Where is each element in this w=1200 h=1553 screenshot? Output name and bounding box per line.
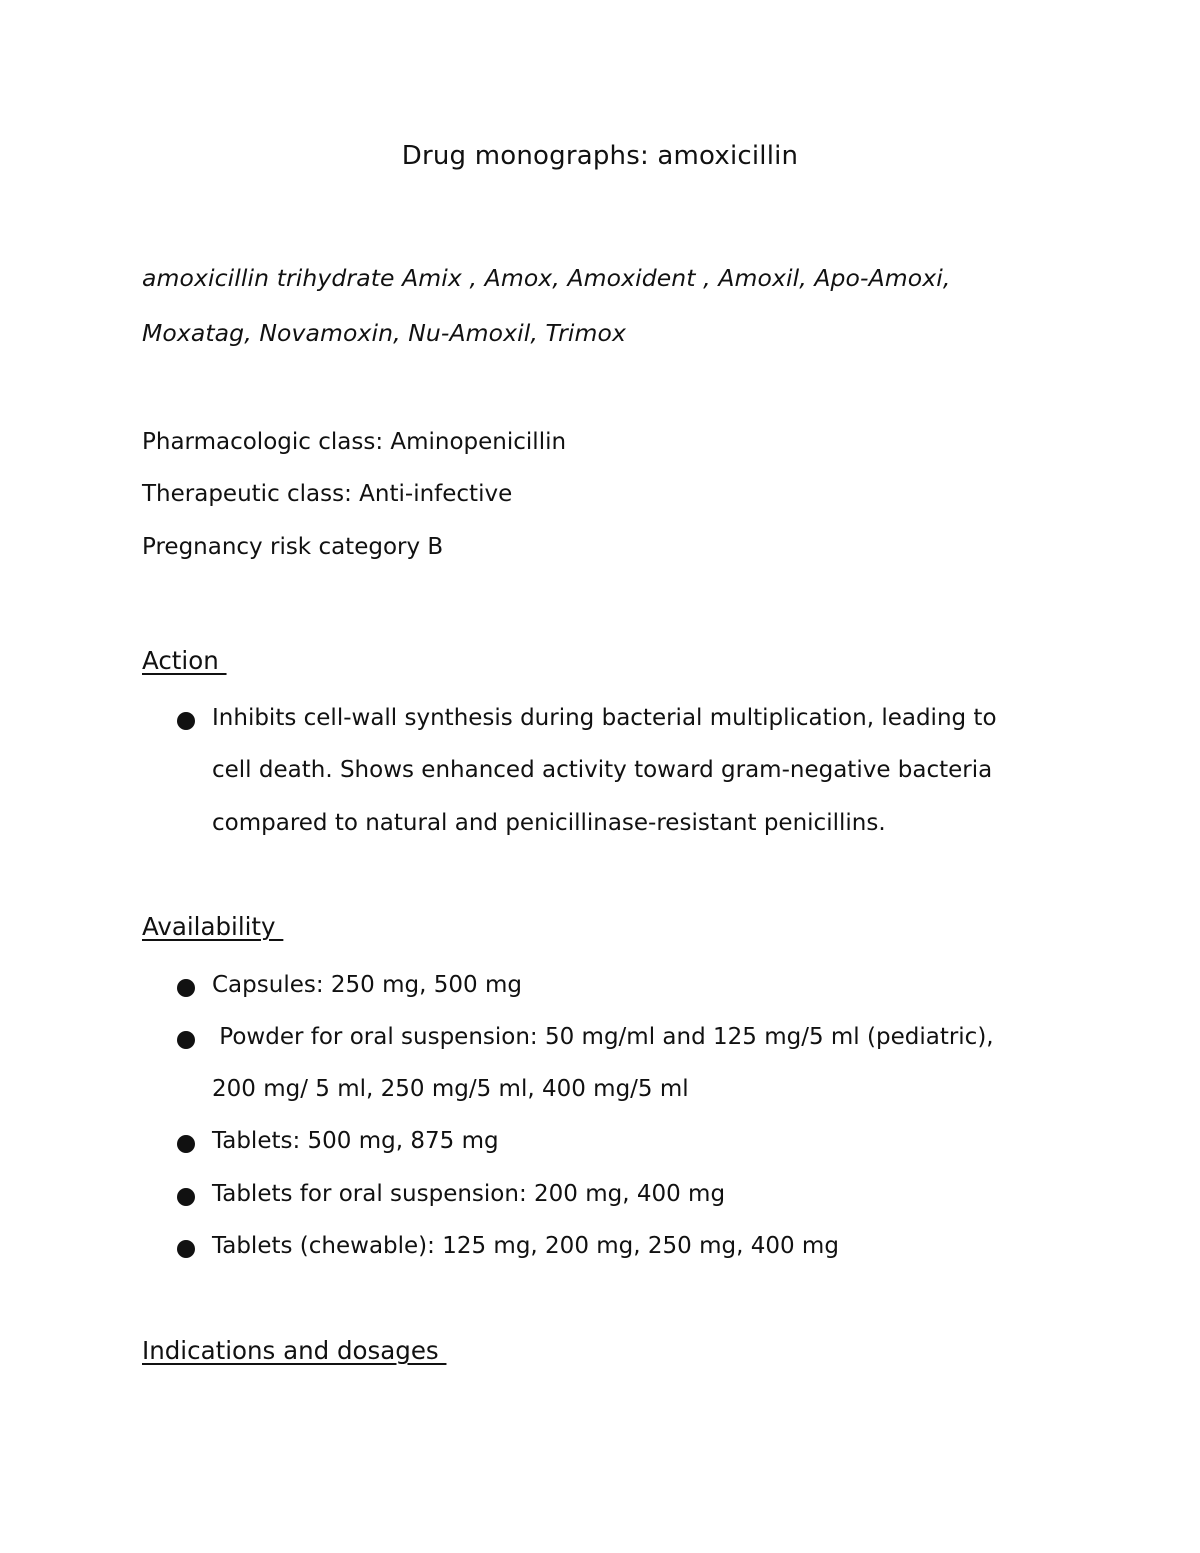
pregnancy-risk-category: Pregnancy risk category B — [142, 534, 444, 560]
bullet-icon — [177, 1188, 195, 1206]
availability-item-tablets-chewable: Tablets (chewable): 125 mg, 200 mg, 250 mg, 400 mg — [212, 1233, 839, 1259]
bullet-icon — [177, 1240, 195, 1258]
availability-item-tablets: Tablets: 500 mg, 875 mg — [212, 1128, 499, 1154]
bullet-icon — [177, 1135, 195, 1153]
bullet-icon — [177, 712, 195, 730]
action-item-line: Inhibits cell-wall synthesis during bacterial multiplication, leading to — [212, 705, 997, 731]
action-item-line: cell death. Shows enhanced activity toward gram-negative bacteria — [212, 757, 993, 783]
page-title: Drug monographs: amoxicillin — [401, 141, 799, 171]
availability-item-powder: Powder for oral suspension: 50 mg/ml and 125 mg/5 ml (pediatric), — [212, 1024, 994, 1050]
section-heading-indications: Indications and dosages — [142, 1336, 447, 1365]
availability-item-tablets-oral-suspension: Tablets for oral suspension: 200 mg, 400 mg — [212, 1181, 726, 1207]
section-heading-action: Action — [142, 646, 227, 675]
brand-names-line-2: Moxatag, Novamoxin, Nu-Amoxil, Trimox — [142, 319, 627, 347]
availability-item-capsules: Capsules: 250 mg, 500 mg — [212, 972, 522, 998]
pharmacologic-class: Pharmacologic class: Aminopenicillin — [142, 429, 567, 455]
bullet-icon — [177, 979, 195, 997]
availability-item-powder-continued: 200 mg/ 5 ml, 250 mg/5 ml, 400 mg/5 ml — [212, 1076, 689, 1102]
therapeutic-class: Therapeutic class: Anti-infective — [142, 481, 513, 507]
bullet-icon — [177, 1031, 195, 1049]
section-heading-availability: Availability — [142, 912, 284, 941]
brand-names-line-1: amoxicillin trihydrate Amix , Amox, Amoxident , Amoxil, Apo-Amoxi, — [142, 264, 951, 292]
action-item-line: compared to natural and penicillinase-resistant penicillins. — [212, 810, 886, 836]
